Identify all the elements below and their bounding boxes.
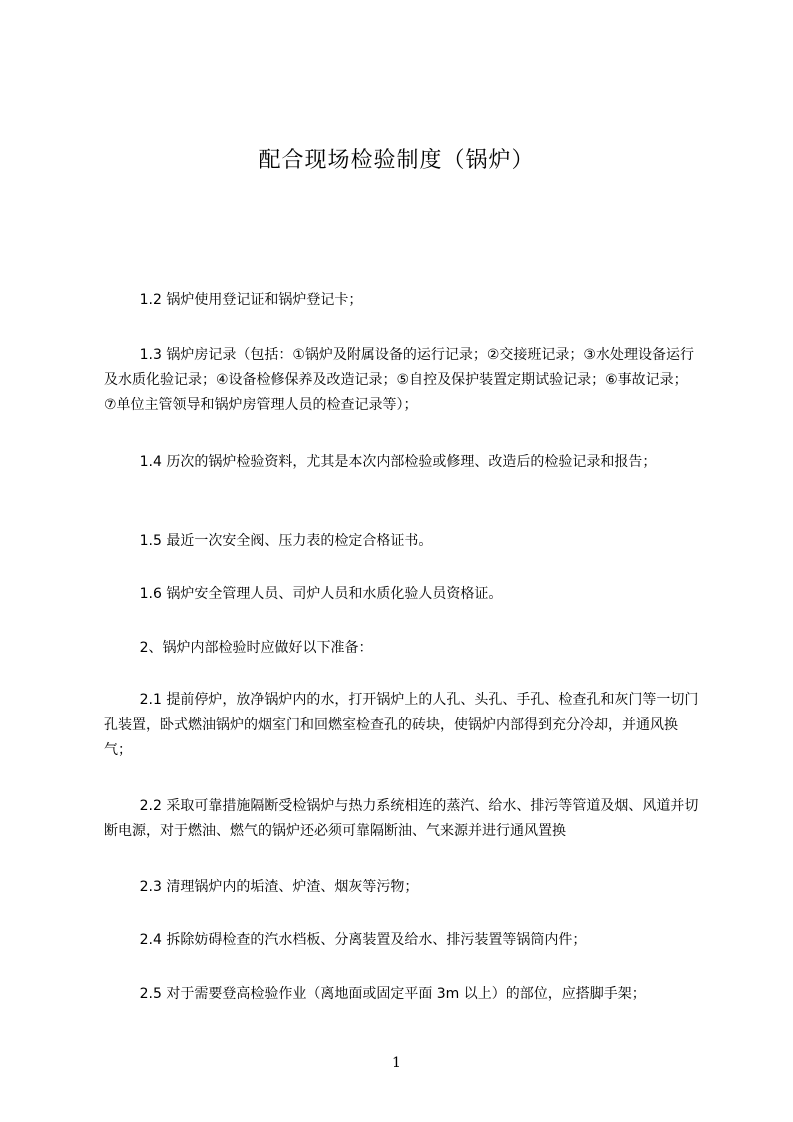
paragraph-1-5: 1.5 最近一次安全阀、压力表的检定合格证书。 [104, 533, 433, 549]
paragraph-2-heading: 2、锅炉内部检验时应做好以下准备： [104, 640, 373, 656]
paragraph-2-1: 2.1 提前停炉，放净锅炉内的水，打开锅炉上的人孔、头孔、手孔、检查孔和灰门等一切门孔装置，卧式燃油锅炉的烟室门和回燃室检查孔的砖块，使锅炉内部得到充分冷却，并通风换气； [104, 692, 699, 758]
paragraph-2-4: 2.4 拆除妨碍检查的汽水档板、分离装置及给水、排污装置等锅筒内件； [104, 932, 587, 948]
paragraph-2-5: 2.5 对于需要登高检验作业（离地面或固定平面 3m 以上）的部位，应搭脚手架； [104, 986, 646, 1002]
paragraph-1-4: 1.4 历次的锅炉检验资料，尤其是本次内部检验或修理、改造后的检验记录和报告； [104, 454, 657, 470]
paragraph-2-3: 2.3 清理锅炉内的垢渣、炉渣、烟灰等污物； [104, 879, 419, 895]
paragraph-1-3: 1.3 锅炉房记录（包括：①锅炉及附属设备的运行记录；②交接班记录；③水处理设备运行及水质化验记录；④设备检修保养及改造记录；⑤自控及保护装置定期试验记录；⑥事故记录；⑦单位主管领导和锅炉房管理人员的检查记录等）； [104, 347, 694, 413]
document-title: 配合现场检验制度（锅炉） [258, 148, 535, 173]
paragraph-1-6: 1.6 锅炉安全管理人员、司炉人员和水质化验人员资格证。 [104, 586, 503, 602]
paragraph-2-2: 2.2 采取可靠措施隔断受检锅炉与热力系统相连的蒸汽、给水、排污等管道及烟、风道并切断电源，对于燃油、燃气的锅炉还必须可靠隔断油、气来源并进行通风置换 [104, 798, 699, 839]
paragraph-1-2: 1.2 锅炉使用登记证和锅炉登记卡； [104, 292, 363, 308]
page-number: 1 [392, 1055, 401, 1071]
